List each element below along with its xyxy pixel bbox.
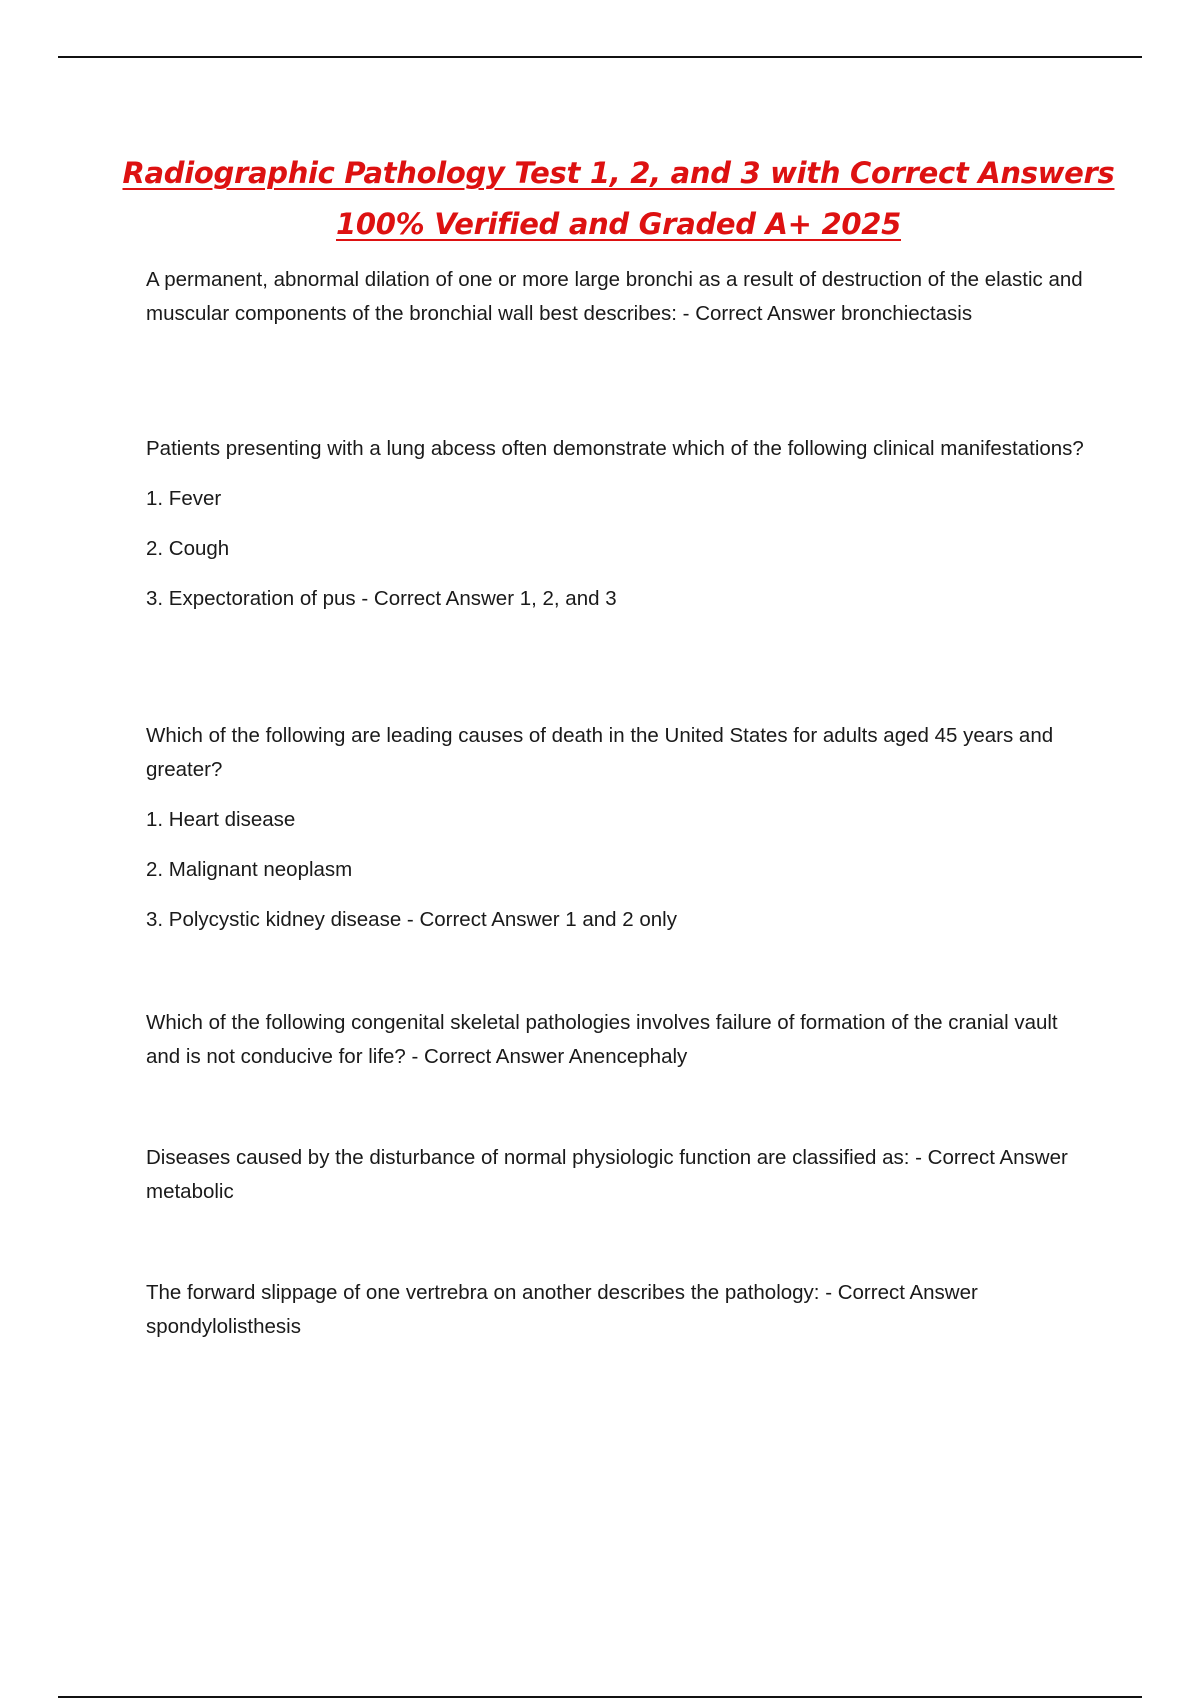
question-text: A permanent, abnormal dilation of one or more large bronchi as a result of destruction of the elastic and muscular components of the bronchial wall best describes: - Correct Answer bronchiectasis bbox=[146, 268, 1083, 325]
question-block-2 bbox=[146, 432, 1086, 616]
answer-option: 1. Fever bbox=[146, 487, 222, 510]
question-text: Which of the following congenital skeletal pathologies involves failure of formation of the cranial vault and is not conducive for life? - Correct Answer Anencephaly bbox=[146, 1011, 1058, 1068]
question-text: Diseases caused by the disturbance of normal physiologic function are classified as: - Correct Answer metabolic bbox=[146, 1146, 1068, 1203]
footer-rule bbox=[58, 1696, 1142, 1698]
question-block-3 bbox=[146, 719, 1086, 937]
answer-option: 2. Cough bbox=[146, 537, 230, 560]
header-rule bbox=[58, 56, 1142, 58]
answer-option: 3. Expectoration of pus - Correct Answer 1, 2, and 3 bbox=[146, 587, 617, 610]
question-text: The forward slippage of one vertrebra on another describes the pathology: - Correct Answer spondylolisthesis bbox=[146, 1281, 978, 1338]
question-block-1 bbox=[146, 263, 1086, 331]
document-title bbox=[120, 148, 1117, 250]
answer-option: 2. Malignant neoplasm bbox=[146, 858, 353, 881]
title-line-2: 100% Verified and Graded A+ 2025 bbox=[336, 207, 901, 241]
question-block-4 bbox=[146, 1006, 1086, 1074]
answer-option: 3. Polycystic kidney disease - Correct Answer 1 and 2 only bbox=[146, 908, 677, 931]
question-text: Patients presenting with a lung abcess often demonstrate which of the following clinical manifestations? bbox=[146, 437, 1084, 460]
answer-option: 1. Heart disease bbox=[146, 808, 296, 831]
question-text: Which of the following are leading causes of death in the United States for adults aged 45 years and greater? bbox=[146, 724, 1054, 781]
question-block-5 bbox=[146, 1141, 1086, 1209]
title-line-1: Radiographic Pathology Test 1, 2, and 3 with Correct Answers bbox=[122, 156, 1115, 190]
question-block-6 bbox=[146, 1276, 1086, 1344]
